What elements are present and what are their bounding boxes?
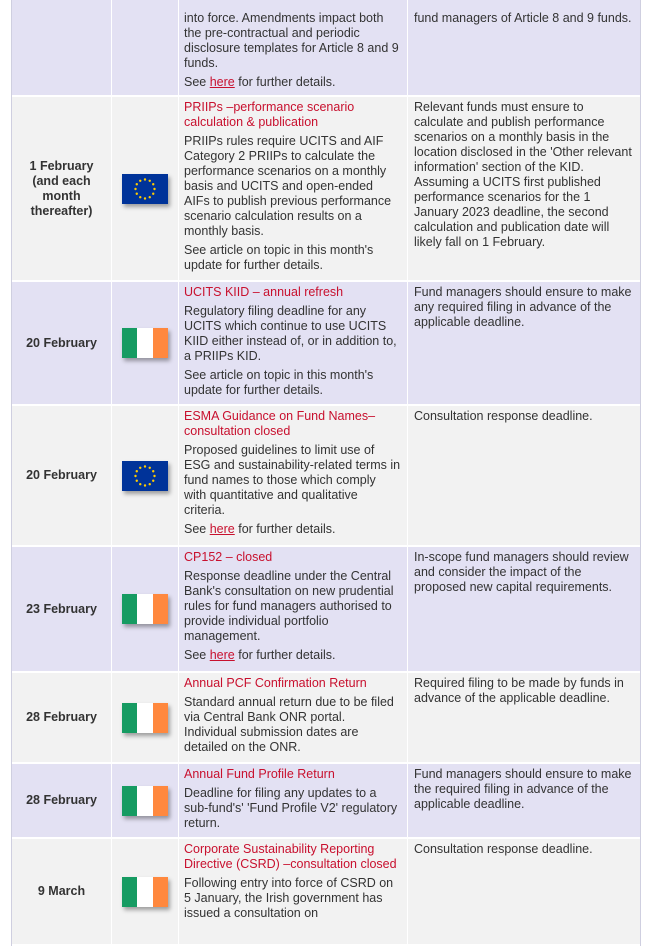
row-paragraph: Deadline for filing any updates to a sub-fund's' 'Fund Profile V2' regulatory return. — [184, 786, 398, 830]
row-action: Fund managers should ensure to make any required filing in advance of the applicable deadline. — [414, 285, 632, 329]
see-suffix: for further details. — [234, 75, 336, 89]
row-see-link-line — [184, 648, 401, 663]
row-date: 20 February — [12, 406, 112, 545]
table-row — [12, 839, 640, 946]
row-action: fund managers of Article 8 and 9 funds. — [414, 11, 632, 25]
row-action: Relevant funds must ensure to calculate and publish performance scenarios on a monthly basis in the location disclosed in the 'Other relevant information' section of the KID. Assuming a UCITS first published performance scenarios for the 1 January 2023 deadline, the second calculation and publication date will likely fall on 1 February. — [414, 100, 632, 249]
row-date: 28 February — [12, 673, 112, 762]
row-title: PRIIPs –performance scenario calculation & publication — [184, 100, 355, 129]
row-action: Consultation response deadline. — [414, 842, 593, 856]
row-see-link-line — [184, 75, 401, 90]
row-action: In-scope fund managers should review and consider the impact of the proposed new capital requirements. — [414, 550, 629, 594]
row-title: UCITS KIID – annual refresh — [184, 285, 344, 299]
row-paragraph: Proposed guidelines to limit use of ESG and sustainability-related terms in fund names to those which comply with quantitative and qualitative criteria. — [184, 443, 401, 517]
row-paragraph: into force. Amendments impact both the pre-contractual and periodic disclosure templates for Article 8 and 9 funds. — [184, 11, 399, 70]
row-description — [179, 406, 408, 545]
ireland-flag-icon — [122, 877, 168, 907]
row-description — [179, 764, 408, 837]
row-flag-cell — [112, 406, 179, 545]
table-row — [12, 547, 640, 673]
row-date: 20 February — [12, 282, 112, 404]
ireland-flag-icon — [122, 786, 168, 816]
eu-flag-icon — [122, 174, 168, 204]
table-row — [12, 0, 640, 97]
row-title: Annual Fund Profile Return — [184, 767, 335, 781]
row-action: Required filing to be made by funds in advance of the applicable deadline. — [414, 676, 624, 705]
row-see-link-line — [184, 522, 401, 537]
table-row — [12, 97, 640, 282]
ireland-flag-icon — [122, 703, 168, 733]
row-title: ESMA Guidance on Fund Names– consultation closed — [184, 409, 376, 438]
table-row — [12, 764, 640, 839]
eu-flag-icon — [122, 461, 168, 491]
row-title: Corporate Sustainability Reporting Directive (CSRD) –consultation closed — [184, 842, 397, 871]
row-date: 28 February — [12, 764, 112, 837]
see-suffix: for further details. — [234, 522, 336, 536]
row-date: 9 March — [12, 839, 112, 944]
row-description — [179, 282, 408, 404]
row-flag-cell — [112, 97, 179, 280]
row-paragraph: Response deadline under the Central Bank's consultation on new prudential rules for fund managers authorised to provide individual portfolio management. — [184, 569, 394, 643]
row-description — [179, 97, 408, 280]
row-date — [12, 0, 112, 95]
here-link[interactable]: here — [209, 75, 235, 89]
row-paragraph: See article on topic in this month's update for further details. — [184, 243, 374, 272]
ireland-flag-icon — [122, 328, 168, 358]
row-date: 23 February — [12, 547, 112, 671]
row-description — [179, 0, 408, 95]
row-flag-cell — [112, 764, 179, 837]
row-description — [179, 673, 408, 762]
see-prefix: See — [184, 75, 210, 89]
row-action: Consultation response deadline. — [414, 409, 593, 423]
row-paragraph: Following entry into force of CSRD on 5 January, the Irish government has issued a consultation on — [184, 876, 394, 920]
see-prefix: See — [184, 522, 210, 536]
see-prefix: See — [184, 648, 210, 662]
row-action: Fund managers should ensure to make the required filing in advance of the applicable deadline. — [414, 767, 632, 811]
row-flag-cell — [112, 673, 179, 762]
row-paragraph: Standard annual return due to be filed via Central Bank ONR portal. Individual submission dates are detailed on the ONR. — [184, 695, 394, 754]
row-title: Annual PCF Confirmation Return — [184, 676, 367, 690]
ireland-flag-icon — [122, 594, 168, 624]
row-description — [179, 547, 408, 671]
row-flag-cell — [112, 282, 179, 404]
row-paragraph: Regulatory filing deadline for any UCITS which continue to use UCITS KIID either instead of, or in addition to, a PRIIPs KID. — [184, 304, 397, 363]
row-flag-cell — [112, 0, 179, 95]
row-flag-cell — [112, 547, 179, 671]
row-description — [179, 839, 408, 944]
table-row — [12, 673, 640, 764]
see-suffix: for further details. — [234, 648, 336, 662]
table-row — [12, 282, 640, 406]
table-row — [12, 406, 640, 547]
row-date: 1 February (and each month thereafter) — [12, 97, 112, 280]
regulatory-calendar-table — [11, 0, 641, 946]
row-flag-cell — [112, 839, 179, 944]
here-link[interactable]: here — [209, 522, 235, 536]
row-paragraph: See article on topic in this month's update for further details. — [184, 368, 374, 397]
here-link[interactable]: here — [209, 648, 235, 662]
row-paragraph: PRIIPs rules require UCITS and AIF Category 2 PRIIPs to calculate the performance scenarios on a monthly basis and UCITS and open-ended AIFs to publish previous performance scenario calculation results on a monthly basis. — [184, 134, 392, 238]
row-title: CP152 – closed — [184, 550, 273, 564]
